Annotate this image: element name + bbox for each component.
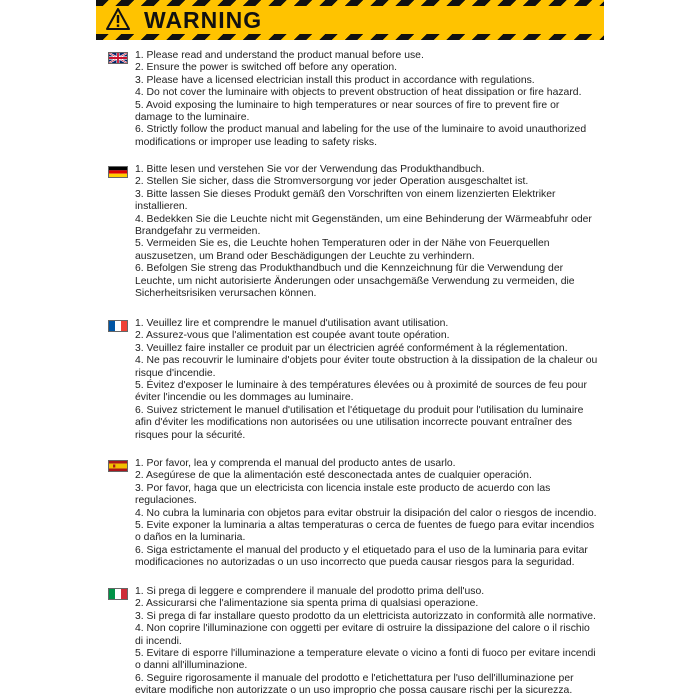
instruction-line: 1. Veuillez lire et comprendre le manuel d'utilisation avant utilisation. — [135, 318, 449, 329]
instruction-line: 1. Por favor, lea y comprenda el manual del producto antes de usarlo. — [135, 458, 456, 469]
instruction-list — [135, 164, 598, 300]
instruction-line: 4. Non coprire l'illuminazione con oggetti per evitare di ostruire la dissipazione del calore o il rischio di incendi. — [135, 623, 590, 647]
instruction-line: 5. Évitez d'exposer le luminaire à des températures élevées ou à proximité de sources de feu pour éviter l'incendie ou les dommages au luminaire. — [135, 380, 587, 404]
section-french — [108, 318, 598, 442]
france-flag-icon — [108, 320, 128, 332]
germany-flag-icon — [108, 166, 128, 178]
instruction-list — [135, 50, 598, 149]
instruction-line: 2. Assurez-vous que l'alimentation est coupée avant toute opération. — [135, 330, 450, 342]
instruction-line: 1. Please read and understand the product manual before use. — [135, 50, 424, 61]
instruction-line: 6. Befolgen Sie streng das Produkthandbuch und die Kennzeichnung für die Verwendung der Leuchte, um nicht autorisierte Änderungen oder unsachgemäße Verwendung zu vermeiden, die Sicherheitsrisiken verursachen können. — [135, 263, 575, 300]
instruction-line: 4. No cubra la luminaria con objetos para evitar obstruir la disipación del calor o riesgos de incendio. — [135, 507, 597, 519]
instruction-line: 1. Bitte lesen und verstehen Sie vor der Verwendung das Produkthandbuch. — [135, 164, 485, 175]
instruction-line: 4. Do not cover the luminaire with objects to prevent obstruction of heat dissipation or fire hazard. — [135, 87, 582, 99]
italy-flag-icon — [108, 588, 128, 600]
instruction-line: 3. Veuillez faire installer ce produit par un électricien agréé conformément à la réglementation. — [135, 342, 568, 354]
instruction-line: 5. Evite exponer la luminaria a altas temperaturas o cerca de fuentes de fuego para evitar incendios o daños en la luminaria. — [135, 520, 595, 544]
spain-flag-icon — [108, 460, 128, 472]
instruction-list — [135, 586, 598, 698]
instruction-line: 5. Vermeiden Sie es, die Leuchte hohen Temperaturen oder in der Nähe von Feuerquellen auszusetzen, um Brand oder Beschädigungen der Leuchte zu verhindern. — [135, 238, 550, 262]
instruction-line: 4. Ne pas recouvrir le luminaire d'objets pour éviter toute obstruction à la dissipation de la chaleur ou risque d'incendie. — [135, 355, 598, 379]
instruction-line: 6. Siga estrictamente el manual del producto y el etiquetado para el uso de la luminaria para evitar modificaciones no autorizadas o un uso incorrecto que pueda causar riesgos para la seguridad. — [135, 544, 588, 569]
instruction-line: 1. Si prega di leggere e comprendere il manuale del prodotto prima dell'uso. — [135, 586, 485, 597]
instruction-line: 6. Strictly follow the product manual and labeling for the use of the luminaire to avoid unauthorized modifications or improper use leading to safety risks. — [135, 124, 587, 148]
instruction-line: 3. Por favor, haga que un electricista con licencia instale este producto de acuerdo con las regulaciones. — [135, 482, 551, 507]
instruction-line: 5. Avoid exposing the luminaire to high temperatures or near sources of fire to prevent fire or damage to the luminaire. — [135, 99, 560, 124]
section-italian — [108, 586, 598, 698]
instruction-line: 3. Please have a licensed electrician install this product in accordance with regulations. — [135, 74, 535, 86]
instruction-line: 5. Evitare di esporre l'illuminazione a temperature elevate o vicino a fonti di fuoco per evitare incendi o danni all'illuminazione. — [135, 648, 596, 672]
instruction-line: 2. Assicurarsi che l'alimentazione sia spenta prima di qualsiasi operazione. — [135, 598, 479, 610]
instruction-line: 3. Si prega di far installare questo prodotto da un elettricista autorizzato in conformità alle normative. — [135, 610, 596, 622]
warning-triangle-icon — [106, 8, 130, 30]
instruction-line: 6. Suivez strictement le manuel d'utilisation et l'étiquetage du produit pour l'utilisation du luminaire afin d'éviter les modifications non autorisées ou une utilisation incorrecte pouvant entraîner des risques pour la sécurité. — [135, 404, 584, 441]
instruction-line: 2. Asegúrese de que la alimentación esté desconectada antes de cualquier operación. — [135, 470, 532, 482]
instruction-line: 4. Bedekken Sie die Leuchte nicht mit Gegenständen, um eine Behinderung der Wärmeabfuhr oder Brandgefahr zu vermeiden. — [135, 213, 592, 238]
section-spanish — [108, 458, 598, 570]
uk-flag-icon — [108, 52, 128, 64]
warning-banner — [96, 0, 604, 40]
instruction-line: 3. Bitte lassen Sie dieses Produkt gemäß den Vorschriften von einem lizenzierten Elektriker installieren. — [135, 188, 556, 213]
instruction-line: 6. Seguire rigorosamente il manuale del prodotto e l'etichettatura per l'uso dell'illuminazione per evitare modifiche non autorizzate o un uso improprio che possa causare rischi per la sicurezza. — [135, 672, 574, 697]
instruction-line: 2. Ensure the power is switched off before any operation. — [135, 62, 398, 74]
instruction-list — [135, 458, 598, 570]
hazard-stripe-bottom — [96, 34, 604, 40]
section-english — [108, 50, 598, 149]
warning-title: WARNING — [144, 7, 263, 33]
instruction-line: 2. Stellen Sie sicher, dass die Stromversorgung vor jeder Operation ausgeschaltet ist. — [135, 176, 529, 188]
section-german — [108, 164, 598, 300]
instruction-list — [135, 318, 598, 442]
